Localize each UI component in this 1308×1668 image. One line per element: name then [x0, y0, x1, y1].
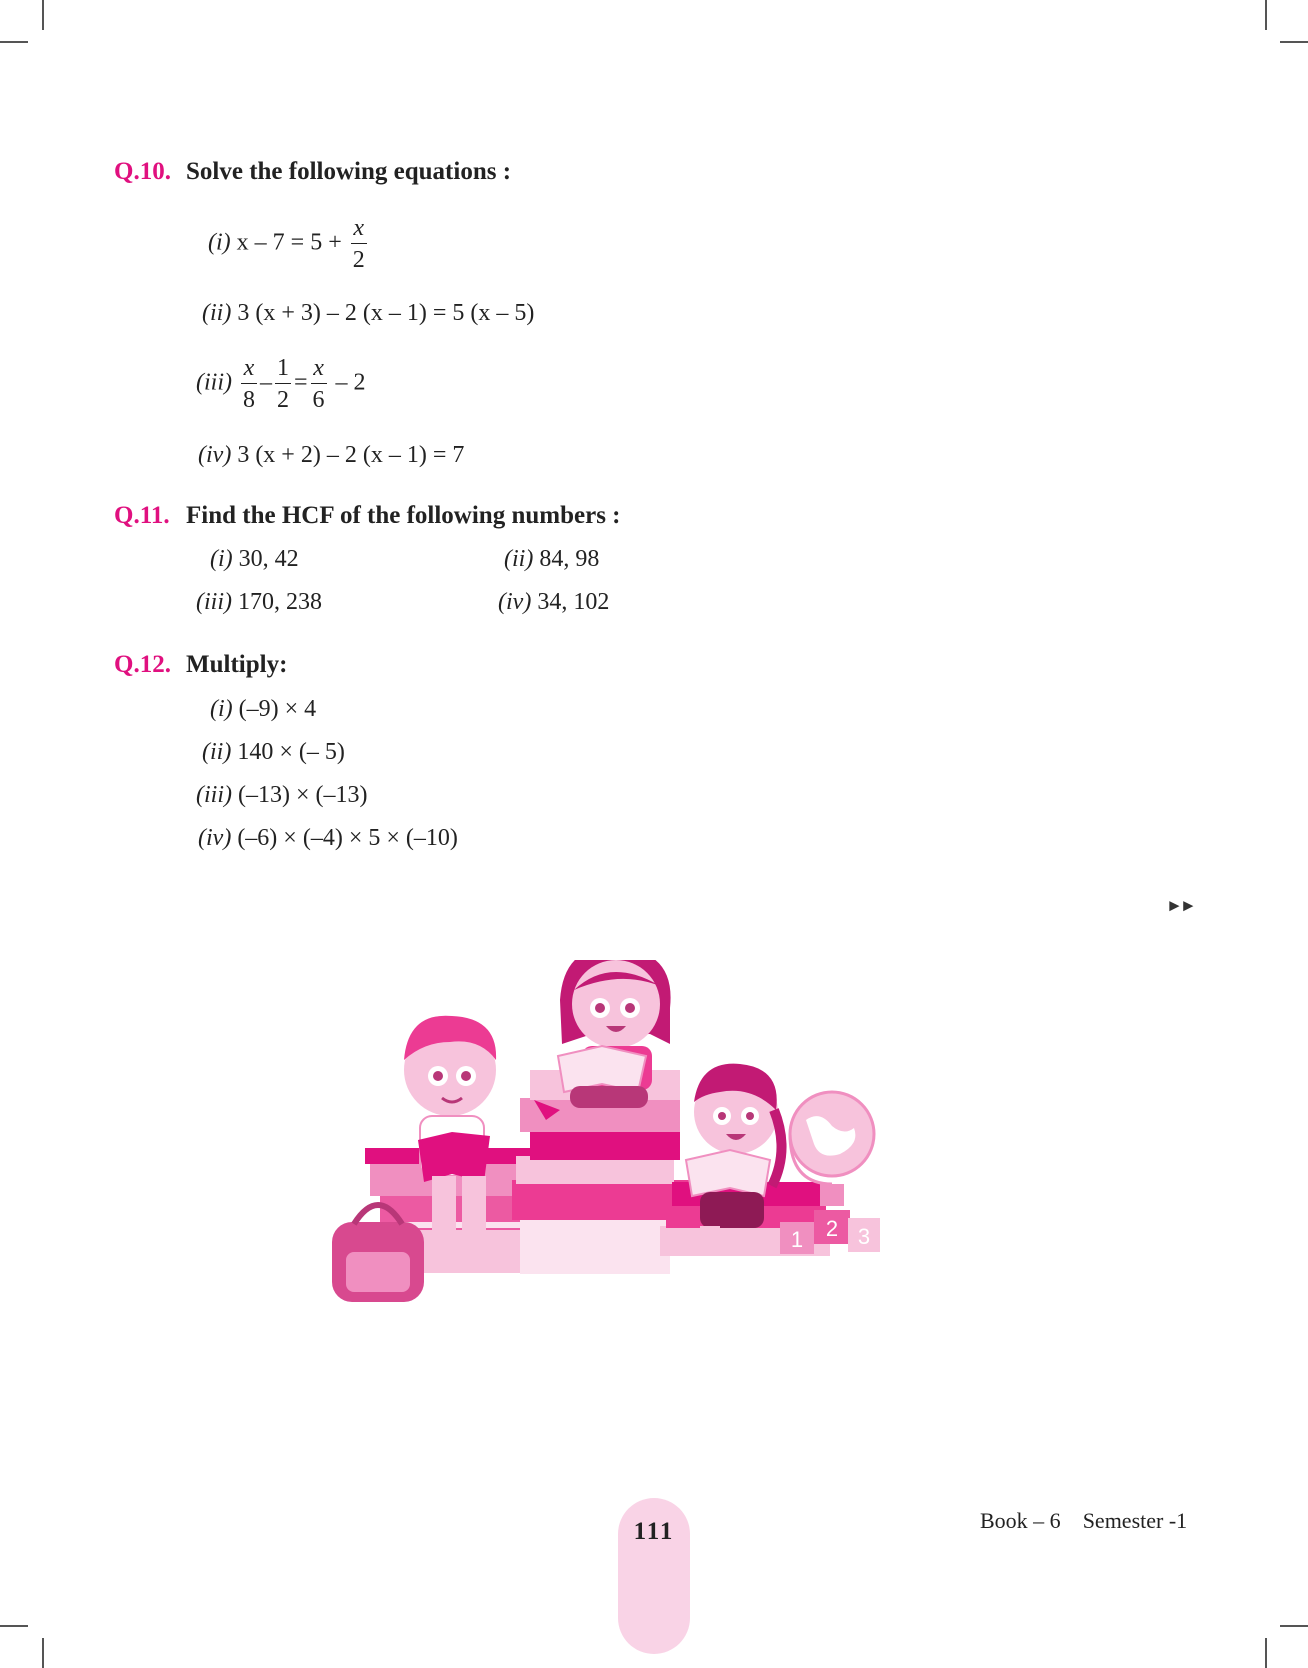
fraction-denominator: 8	[243, 387, 255, 413]
q12-part-iii	[196, 782, 368, 809]
crop-mark-bottom-right-vertical	[1265, 1638, 1267, 1668]
numbers-text: 30, 42	[238, 546, 299, 572]
part-label: (iii)	[196, 782, 232, 808]
equation-text: x – 7 = 5 +	[236, 229, 342, 256]
question-title: Multiply:	[186, 651, 288, 678]
part-label: (ii)	[504, 546, 534, 572]
part-label: (iv)	[198, 442, 232, 468]
fraction-denominator: 2	[352, 247, 365, 273]
fraction-denominator: 2	[277, 387, 289, 413]
kids-reading-illustration	[320, 960, 940, 1355]
equation-tail: – 2	[335, 369, 366, 396]
question-11-heading	[114, 502, 621, 530]
fraction-1	[241, 356, 257, 412]
q12-part-ii	[202, 739, 345, 766]
next-page-arrows: ►►	[1166, 896, 1194, 915]
part-label: (i)	[210, 546, 233, 572]
part-label: (ii)	[202, 739, 232, 765]
q12-part-i	[210, 696, 316, 723]
q10-part-i	[208, 216, 370, 272]
question-title: Find the HCF of the following numbers :	[186, 502, 621, 529]
fraction-numerator: x	[241, 356, 257, 384]
q10-part-ii	[202, 300, 534, 327]
question-12-heading	[114, 651, 287, 679]
page-number: 111	[633, 1518, 675, 1545]
q11-part-iii	[196, 589, 322, 616]
crop-mark-top-left-vertical	[42, 0, 44, 30]
part-label: (i)	[208, 229, 231, 256]
question-number: Q.12.	[114, 651, 171, 678]
expression-text: 140 × (– 5)	[237, 739, 345, 765]
equation-text: 3 (x + 3) – 2 (x – 1) = 5 (x – 5)	[237, 300, 535, 326]
q11-part-iv	[498, 589, 609, 616]
question-number: Q.10.	[114, 158, 171, 185]
part-label: (iii)	[196, 369, 232, 396]
crop-mark-bottom-left-vertical	[42, 1638, 44, 1668]
expression-text: (–13) × (–13)	[238, 782, 368, 808]
fraction	[351, 216, 367, 272]
q10-part-iv	[198, 442, 464, 469]
numbers-text: 34, 102	[537, 589, 610, 615]
equation-text: 3 (x + 2) – 2 (x – 1) = 7	[237, 442, 465, 468]
q11-part-i	[210, 546, 299, 573]
block-number-3: 3	[857, 1224, 871, 1249]
fraction-numerator: x	[311, 356, 327, 384]
crop-mark-top-right-horizontal	[1280, 41, 1308, 43]
part-label: (iii)	[196, 589, 232, 615]
crop-mark-top-right-vertical	[1265, 0, 1267, 30]
numbers-text: 84, 98	[539, 546, 600, 572]
fraction-3	[311, 356, 327, 412]
part-label: (iv)	[198, 825, 232, 851]
block-number-2: 2	[825, 1216, 839, 1241]
fraction-2	[275, 356, 291, 412]
operator: =	[294, 369, 308, 396]
operator: –	[260, 369, 272, 396]
part-label: (ii)	[202, 300, 232, 326]
question-title: Solve the following equations :	[186, 158, 512, 185]
kids-reading-drawing	[320, 960, 940, 1350]
block-number-1: 1	[790, 1227, 804, 1252]
semester-label: Semester -1	[1082, 1508, 1188, 1533]
q12-part-iv	[198, 825, 458, 852]
part-label: (i)	[210, 696, 233, 722]
part-label: (iv)	[498, 589, 532, 615]
book-label: Book – 6	[980, 1508, 1061, 1533]
crop-mark-bottom-left-horizontal	[0, 1625, 28, 1627]
q11-part-ii	[504, 546, 599, 573]
fraction-numerator: 1	[275, 356, 291, 384]
question-10-heading	[114, 158, 511, 186]
fraction-numerator: x	[351, 216, 367, 244]
crop-mark-top-left-horizontal	[0, 41, 28, 43]
crop-mark-bottom-right-horizontal	[1280, 1625, 1308, 1627]
expression-text: (–9) × 4	[238, 696, 317, 722]
q10-part-iii	[196, 356, 366, 412]
question-number: Q.11.	[114, 502, 170, 529]
fraction-denominator: 6	[312, 387, 325, 413]
numbers-text: 170, 238	[238, 589, 322, 615]
book-semester-label	[980, 1508, 1187, 1534]
expression-text: (–6) × (–4) × 5 × (–10)	[237, 825, 458, 851]
